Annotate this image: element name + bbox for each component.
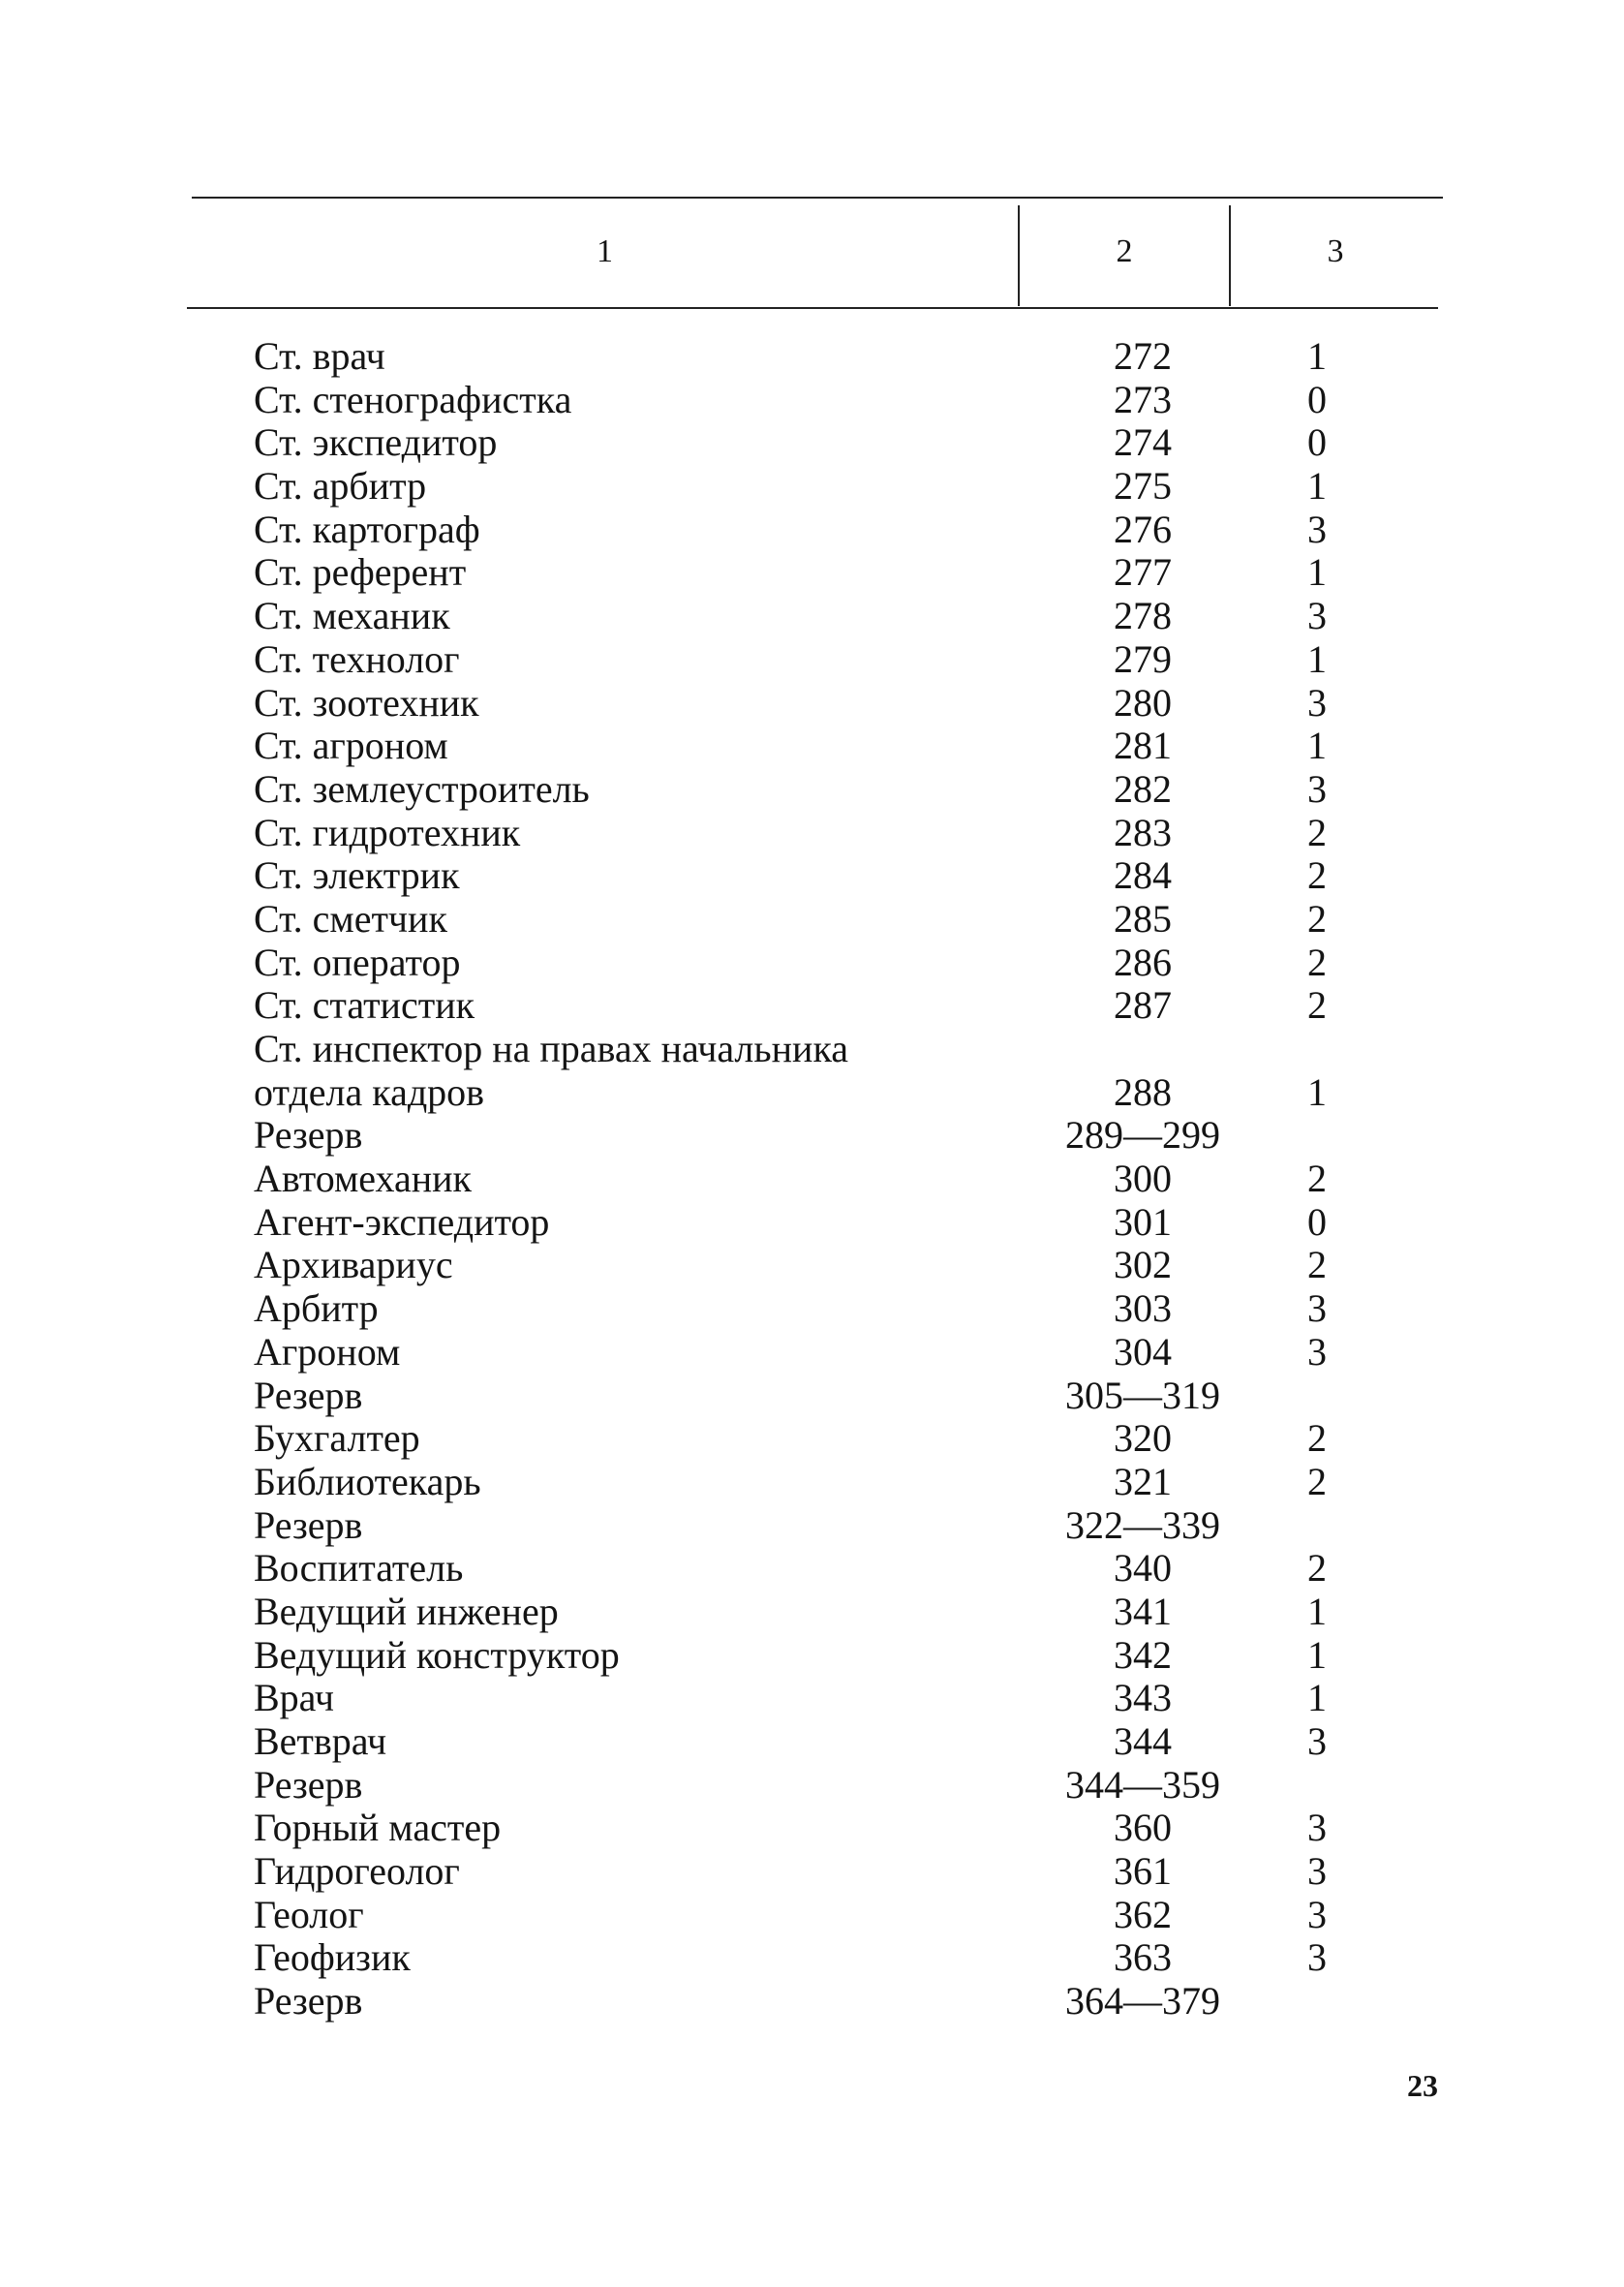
position-code: 273: [1114, 377, 1172, 421]
position-name: Ведущий конструктор: [254, 1632, 620, 1677]
table-body: [0, 335, 1624, 2024]
position-code: 278: [1114, 594, 1172, 638]
position-code: 285: [1114, 896, 1172, 941]
table-row: [0, 812, 1624, 855]
position-code: 287: [1114, 983, 1172, 1028]
position-category: 3: [1307, 1849, 1327, 1894]
position-category: 3: [1307, 1329, 1327, 1374]
position-code: 279: [1114, 636, 1172, 681]
position-name: Горный мастер: [254, 1806, 502, 1850]
position-code: 341: [1114, 1589, 1172, 1633]
table-row: [0, 595, 1624, 638]
header-top-rule: [192, 197, 1443, 199]
position-name: Резерв: [254, 1373, 363, 1417]
table-row: [0, 1634, 1624, 1678]
table-row: [0, 1201, 1624, 1245]
position-name: Ст. зоотехник: [254, 680, 479, 725]
position-code: 303: [1114, 1286, 1172, 1331]
position-code: 282: [1114, 766, 1172, 811]
position-name: Автомеханик: [254, 1157, 472, 1201]
table-row: [0, 984, 1624, 1028]
position-name: Ст. арбитр: [254, 464, 427, 509]
position-category: 1: [1307, 550, 1327, 595]
position-code: 320: [1114, 1416, 1172, 1461]
table-row: [0, 854, 1624, 898]
position-category: 0: [1307, 420, 1327, 465]
position-category: 2: [1307, 1546, 1327, 1591]
position-code: 322—339: [1065, 1502, 1220, 1547]
position-category: 2: [1307, 896, 1327, 941]
position-name: Ст. экспедитор: [254, 420, 498, 465]
table-row: [0, 1894, 1624, 1937]
table-row: [0, 1850, 1624, 1894]
position-code: 321: [1114, 1459, 1172, 1503]
position-name: Воспитатель: [254, 1546, 464, 1591]
table-row: [0, 1461, 1624, 1504]
position-category: 3: [1307, 680, 1327, 725]
position-category: 2: [1307, 983, 1327, 1028]
position-name: Ст. механик: [254, 594, 450, 638]
position-name: Геофизик: [254, 1935, 411, 1980]
table-row: [0, 1071, 1624, 1115]
position-code: 283: [1114, 810, 1172, 854]
position-name: Врач: [254, 1676, 334, 1720]
position-category: 3: [1307, 507, 1327, 551]
position-category: 3: [1307, 1719, 1327, 1763]
position-code: 284: [1114, 853, 1172, 898]
position-name: Резерв: [254, 1113, 363, 1158]
table-row: [0, 421, 1624, 465]
header-bottom-rule: [187, 307, 1438, 309]
table-row: [0, 682, 1624, 726]
position-category: 2: [1307, 1157, 1327, 1201]
table-row: [0, 1331, 1624, 1375]
position-name: Агроном: [254, 1329, 401, 1374]
table-row: [0, 509, 1624, 552]
position-name: Ст. оператор: [254, 940, 461, 984]
table-row: [0, 1591, 1624, 1634]
position-name: отдела кадров: [254, 1069, 485, 1114]
position-name: Архивариус: [254, 1243, 453, 1287]
position-code: 342: [1114, 1632, 1172, 1677]
table-row: [0, 1028, 1624, 1071]
table-row: [0, 1547, 1624, 1591]
position-category: 3: [1307, 1806, 1327, 1850]
position-category: 1: [1307, 636, 1327, 681]
position-category: 3: [1307, 766, 1327, 811]
table-row: [0, 1504, 1624, 1548]
column-header-1: 1: [597, 233, 613, 269]
table-row: [0, 1375, 1624, 1418]
position-category: 2: [1307, 940, 1327, 984]
position-name: Гидрогеолог: [254, 1849, 460, 1894]
position-category: 1: [1307, 724, 1327, 768]
position-code: 289—299: [1065, 1113, 1220, 1158]
position-code: 272: [1114, 334, 1172, 378]
position-name: Ведущий инженер: [254, 1589, 559, 1633]
table-row: [0, 768, 1624, 812]
table-row: [0, 1807, 1624, 1850]
position-name: Ст. электрик: [254, 853, 460, 898]
position-category: 3: [1307, 1935, 1327, 1980]
table-row: [0, 1158, 1624, 1201]
table-row: [0, 725, 1624, 768]
table-row: [0, 638, 1624, 682]
position-code: 300: [1114, 1157, 1172, 1201]
position-name: Ст. стенографистка: [254, 377, 572, 421]
position-code: 280: [1114, 680, 1172, 725]
table-row: [0, 551, 1624, 595]
column-header-3: 3: [1327, 233, 1344, 269]
table-row: [0, 379, 1624, 422]
position-code: 274: [1114, 420, 1172, 465]
position-code: 344—359: [1065, 1762, 1220, 1807]
table-row: [0, 1114, 1624, 1158]
table-row: [0, 898, 1624, 942]
position-category: 2: [1307, 810, 1327, 854]
position-code: 304: [1114, 1329, 1172, 1374]
position-code: 281: [1114, 724, 1172, 768]
position-name: Ст. статистик: [254, 983, 475, 1028]
position-name: Бухгалтер: [254, 1416, 420, 1461]
table-row: [0, 335, 1624, 379]
position-code: 360: [1114, 1806, 1172, 1850]
table-row: [0, 1936, 1624, 1980]
position-name: Резерв: [254, 1502, 363, 1547]
position-category: 1: [1307, 1589, 1327, 1633]
position-category: 3: [1307, 1892, 1327, 1936]
table-row: [0, 1417, 1624, 1461]
position-code: 364—379: [1065, 1979, 1220, 2024]
position-code: 344: [1114, 1719, 1172, 1763]
position-code: 361: [1114, 1849, 1172, 1894]
position-code: 343: [1114, 1676, 1172, 1720]
position-name: Ст. сметчик: [254, 896, 447, 941]
position-name: Арбитр: [254, 1286, 379, 1331]
table-row: [0, 1720, 1624, 1764]
position-category: 3: [1307, 594, 1327, 638]
table-row: [0, 465, 1624, 509]
position-code: 275: [1114, 464, 1172, 509]
position-code: 305—319: [1065, 1373, 1220, 1417]
position-name: Резерв: [254, 1979, 363, 2024]
position-code: 362: [1114, 1892, 1172, 1936]
position-category: 2: [1307, 1459, 1327, 1503]
position-name: Геолог: [254, 1892, 364, 1936]
position-category: 1: [1307, 464, 1327, 509]
table-row: [0, 942, 1624, 985]
column-header-2: 2: [1116, 233, 1133, 269]
position-category: 1: [1307, 1069, 1327, 1114]
position-code: 302: [1114, 1243, 1172, 1287]
position-name: Ст. технолог: [254, 636, 460, 681]
position-category: 2: [1307, 853, 1327, 898]
position-category: 2: [1307, 1243, 1327, 1287]
position-category: 2: [1307, 1416, 1327, 1461]
position-category: 0: [1307, 1199, 1327, 1244]
position-name: Библиотекарь: [254, 1459, 481, 1503]
position-name: Ст. гидротехник: [254, 810, 521, 854]
position-category: 1: [1307, 1632, 1327, 1677]
position-code: 276: [1114, 507, 1172, 551]
table-row: [0, 1980, 1624, 2024]
table-row: [0, 1287, 1624, 1331]
position-category: 1: [1307, 334, 1327, 378]
position-category: 1: [1307, 1676, 1327, 1720]
position-name: Ст. врач: [254, 334, 385, 378]
position-name: Ст. картограф: [254, 507, 480, 551]
position-code: 301: [1114, 1199, 1172, 1244]
position-name: Ст. землеустроитель: [254, 766, 590, 811]
position-code: 363: [1114, 1935, 1172, 1980]
position-code: 340: [1114, 1546, 1172, 1591]
position-name: Ветврач: [254, 1719, 387, 1763]
position-name: Ст. инспектор на правах начальника: [254, 1027, 849, 1070]
position-name: Резерв: [254, 1762, 363, 1807]
position-name: Ст. референт: [254, 550, 467, 595]
position-name: Агент-экспедитор: [254, 1199, 550, 1244]
position-code: 277: [1114, 550, 1172, 595]
position-code: 286: [1114, 940, 1172, 984]
table-row: [0, 1764, 1624, 1808]
page-number: 23: [1407, 2068, 1438, 2103]
position-code: 288: [1114, 1069, 1172, 1114]
position-category: 3: [1307, 1286, 1327, 1331]
position-category: 0: [1307, 377, 1327, 421]
table-row: [0, 1244, 1624, 1287]
table-row: [0, 1677, 1624, 1720]
position-name: Ст. агроном: [254, 724, 448, 768]
